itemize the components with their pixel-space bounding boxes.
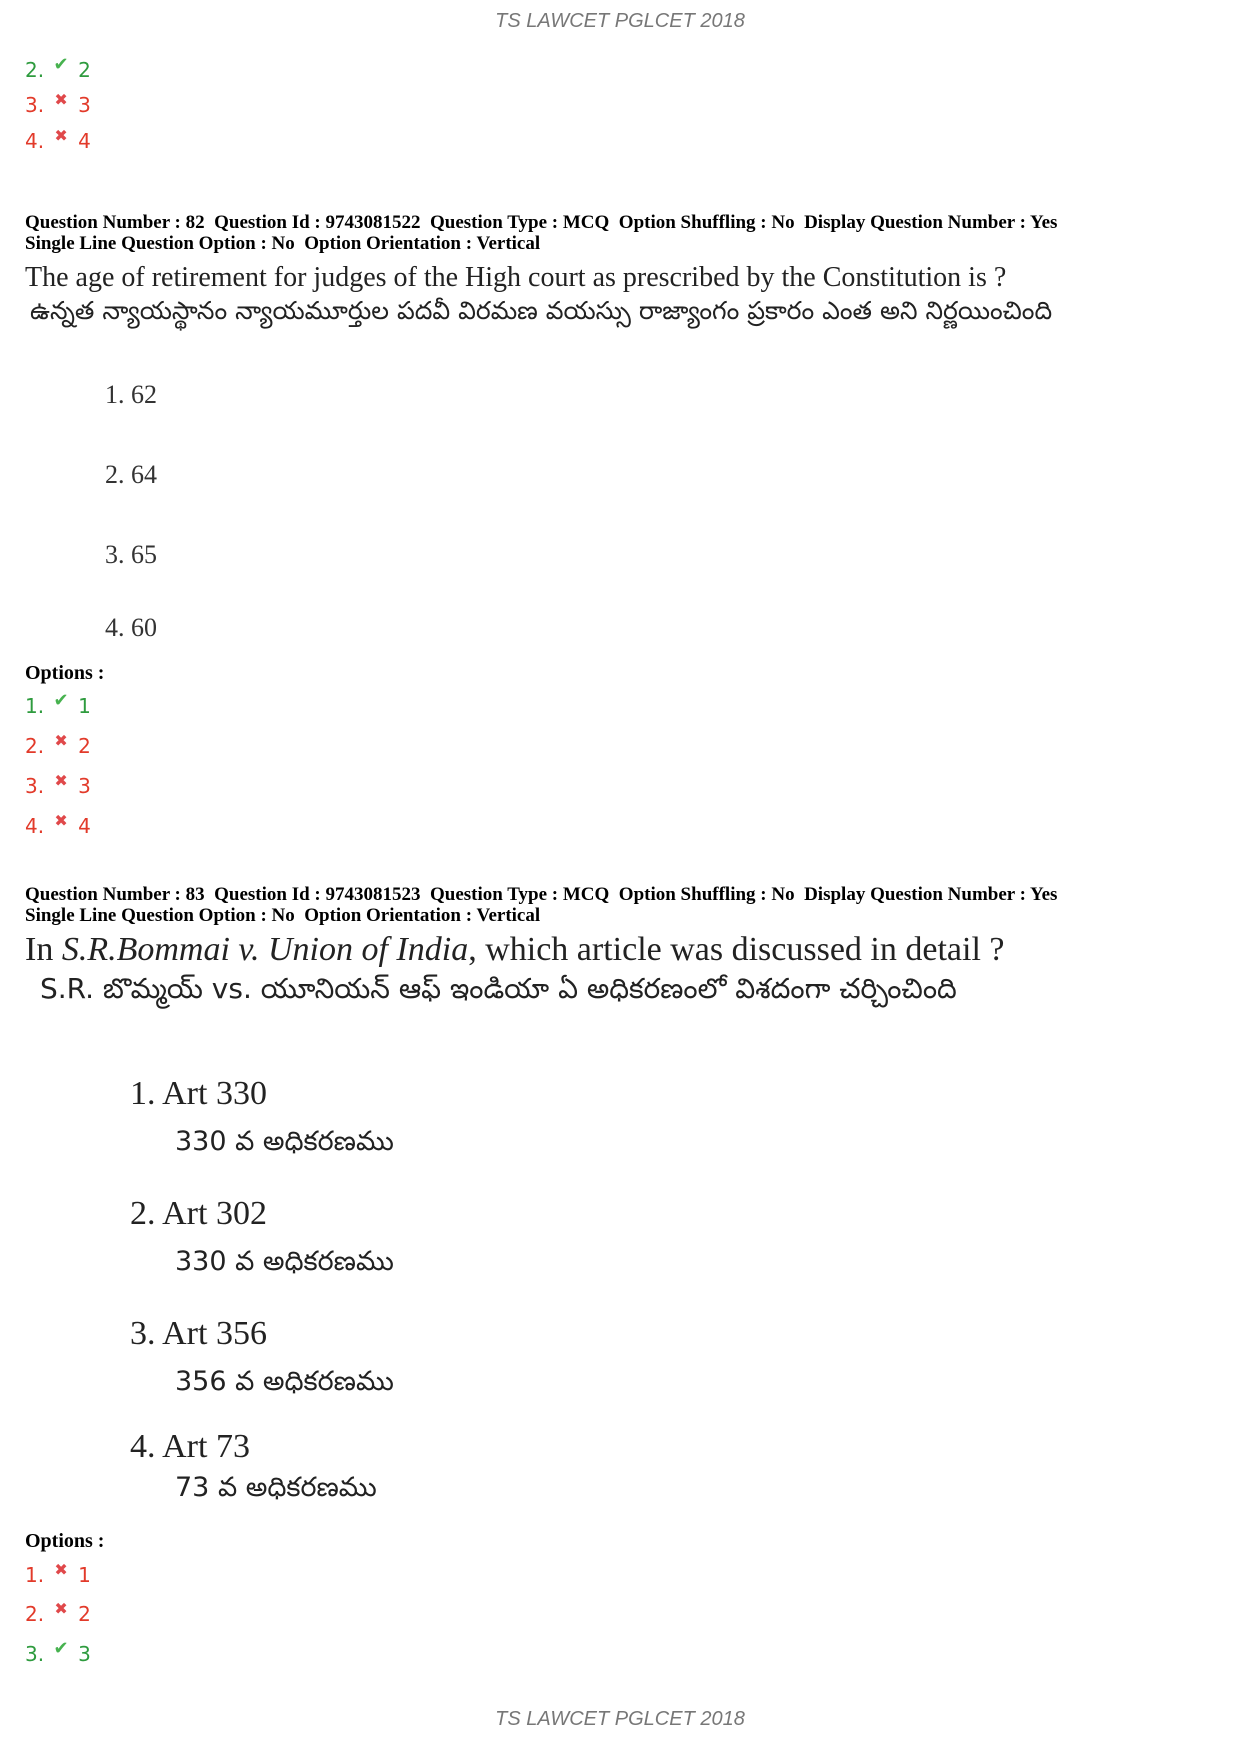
answer-choice: 3. Art 356	[130, 1315, 267, 1352]
question-text-prefix: In	[25, 931, 62, 968]
option-value: 1	[78, 694, 91, 718]
option-value: 2	[78, 1602, 91, 1626]
option-value: 3	[78, 774, 91, 798]
question-meta-line2: Single Line Question Option : No Option Orientation : Vertical	[25, 905, 541, 926]
answer-choice: 1. 62	[105, 380, 157, 409]
check-icon: ✔	[53, 53, 69, 75]
option-number: 1.	[25, 694, 45, 718]
option-row	[25, 810, 91, 838]
answer-choice-te: 73 వ అధికరణము	[175, 1472, 377, 1503]
option-number: 4.	[25, 814, 45, 838]
option-number: 2.	[25, 58, 45, 82]
answer-choice: 3. 65	[105, 540, 157, 569]
option-number: 4.	[25, 129, 45, 153]
option-number: 1.	[25, 1563, 45, 1587]
option-number: 2.	[25, 1602, 45, 1626]
cross-icon: ✖	[54, 1598, 68, 1618]
option-row	[25, 770, 91, 798]
option-row	[25, 1559, 91, 1587]
cross-icon: ✖	[54, 125, 68, 145]
check-icon: ✔	[53, 689, 69, 711]
question-text-te: S.R. బొమ్మయ్ vs. యూనియన్ ఆఫ్ ఇండియా ఏ అధికరణంలో విశదంగా చర్చించింది	[40, 972, 957, 1005]
option-row	[25, 689, 91, 718]
option-row	[25, 1637, 91, 1666]
option-value: 2	[78, 734, 91, 758]
cross-icon: ✖	[54, 89, 68, 109]
answer-choice-te: 356 వ అధికరణము	[175, 1366, 394, 1397]
option-row	[25, 125, 91, 153]
question-text-suffix: , which article was discussed in detail ?	[468, 931, 1005, 968]
answer-choice: 1. Art 330	[130, 1075, 267, 1112]
cross-icon: ✖	[54, 810, 68, 830]
answer-choice: 4. Art 73	[130, 1428, 250, 1465]
question-meta-line2: Single Line Question Option : No Option Orientation : Vertical	[25, 233, 541, 254]
option-value: 2	[78, 58, 91, 82]
option-number: 3.	[25, 774, 45, 798]
option-number: 2.	[25, 734, 45, 758]
answer-choice: 2. Art 302	[130, 1195, 267, 1232]
answer-choice: 2. 64	[105, 460, 157, 489]
cross-icon: ✖	[54, 1559, 68, 1579]
option-row	[25, 1598, 91, 1626]
check-icon: ✔	[53, 1637, 69, 1659]
option-row	[25, 53, 91, 82]
option-value: 3	[78, 1642, 91, 1666]
question-meta-line1: Question Number : 82 Question Id : 9743081522 Question Type : MCQ Option Shuffling : No Display Question Number : Yes	[25, 212, 1058, 233]
option-row	[25, 730, 91, 758]
answer-choice-te: 330 వ అధికరణము	[175, 1126, 394, 1157]
option-value: 4	[78, 129, 91, 153]
cross-icon: ✖	[54, 730, 68, 750]
options-label: Options :	[25, 1530, 105, 1552]
question-meta-line1: Question Number : 83 Question Id : 9743081523 Question Type : MCQ Option Shuffling : No Display Question Number : Yes	[25, 884, 1058, 905]
answer-choice: 4. 60	[105, 613, 157, 642]
option-value: 1	[78, 1563, 91, 1587]
cross-icon: ✖	[54, 770, 68, 790]
case-name: S.R.Bommai v. Union of India	[61, 931, 469, 968]
page-header: TS LAWCET PGLCET 2018	[495, 10, 745, 32]
question-text-en	[25, 931, 1004, 969]
options-label: Options :	[25, 662, 105, 684]
question-text-te: ఉన్నత న్యాయస్థానం న్యాయమూర్తుల పదవీ విరమణ వయస్సు రాజ్యాంగం ప్రకారం ఎంత అని నిర్ణయించింది	[30, 296, 1053, 325]
option-value: 4	[78, 814, 91, 838]
option-number: 3.	[25, 93, 45, 117]
option-value: 3	[78, 93, 91, 117]
option-number: 3.	[25, 1642, 45, 1666]
page-footer: TS LAWCET PGLCET 2018	[495, 1708, 745, 1730]
answer-choice-te: 330 వ అధికరణము	[175, 1246, 394, 1277]
question-text-en: The age of retirement for judges of the High court as prescribed by the Constitution is ?	[25, 262, 1007, 293]
option-row	[25, 89, 91, 117]
